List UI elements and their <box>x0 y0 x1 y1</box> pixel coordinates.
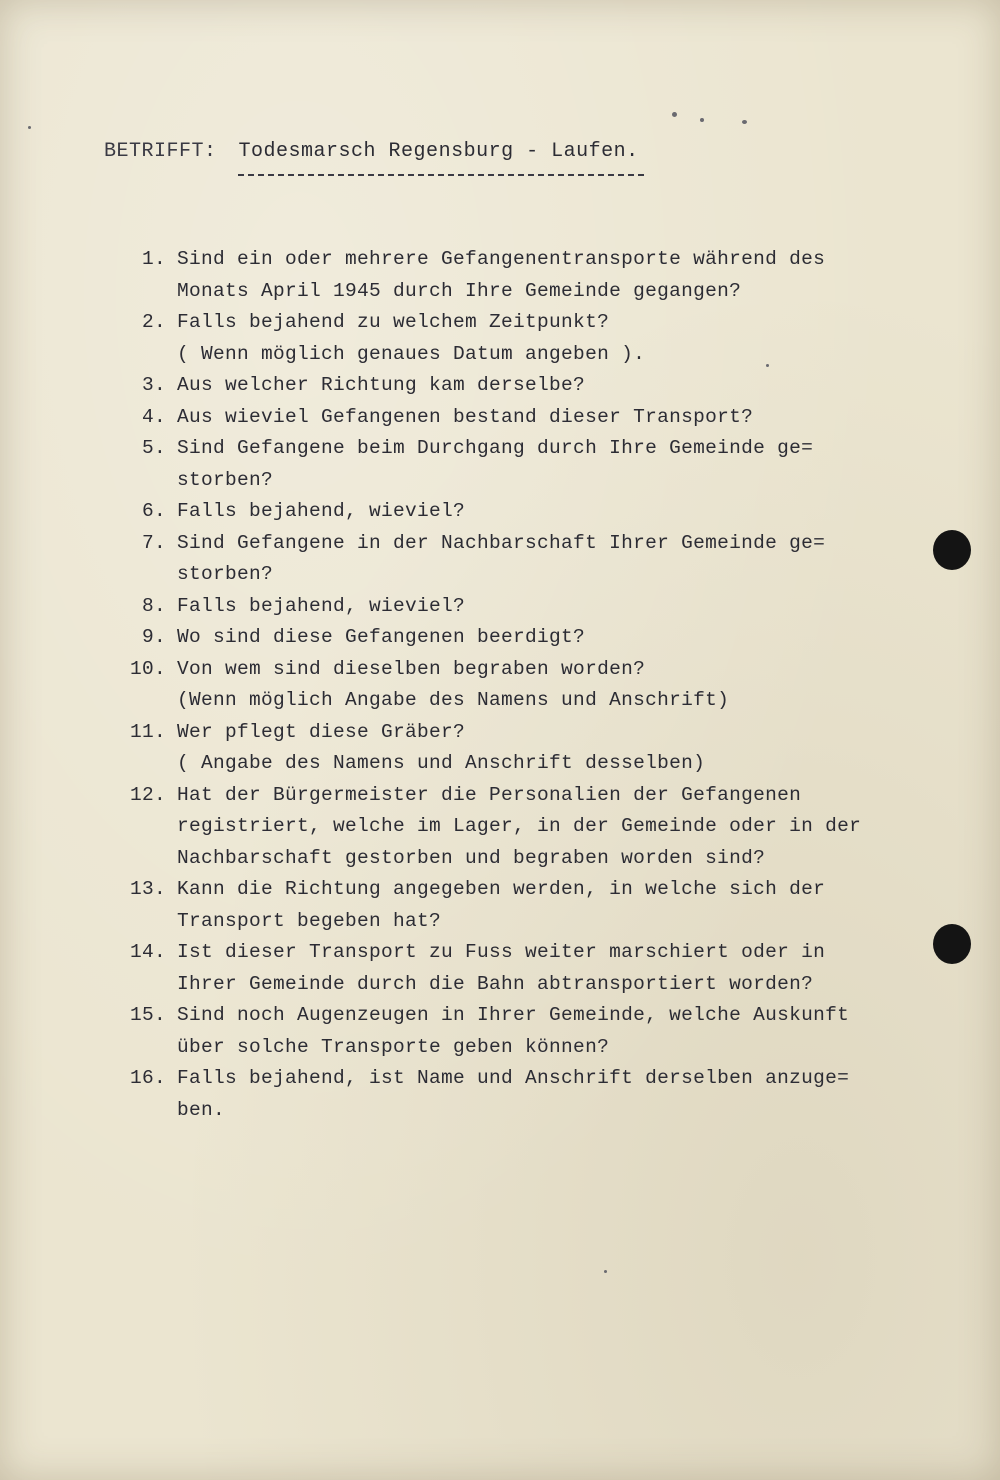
question-number: 5. <box>141 437 166 459</box>
paper-speck <box>742 120 747 124</box>
question-text-line: Falls bejahend zu welchem Zeitpunkt? <box>177 311 610 333</box>
question-text-line: Wo sind diese Gefangenen beerdigt? <box>177 626 586 648</box>
question-text-line: (Wenn möglich Angabe des Namens und Anschrift) <box>177 689 730 711</box>
question-text-line: ( Angabe des Namens und Anschrift desselben) <box>177 752 706 774</box>
question-text-line: Aus welcher Richtung kam derselbe? <box>177 374 586 396</box>
subject-label: BETRIFFT: <box>104 140 217 163</box>
question-item <box>120 1063 910 1126</box>
question-text-line: Aus wieviel Gefangenen bestand dieser Transport? <box>177 405 754 428</box>
question-number: 2. <box>141 311 166 333</box>
question-item <box>120 780 910 875</box>
question-item <box>120 496 910 528</box>
question-number: 12. <box>129 783 166 806</box>
question-list <box>120 244 910 1126</box>
question-text-line: Monats April 1945 durch Ihre Gemeinde gegangen? <box>177 279 742 302</box>
question-number: 4. <box>141 405 166 428</box>
question-number: 6. <box>141 500 166 522</box>
question-number: 10. <box>129 657 166 680</box>
question-text-line: Ist dieser Transport zu Fuss weiter marschiert oder in <box>177 941 826 963</box>
question-text-line: storben? <box>177 563 274 585</box>
question-text-line: Wer pflegt diese Gräber? <box>177 720 466 743</box>
punch-hole <box>933 530 971 570</box>
question-number: 3. <box>141 374 166 396</box>
subject-title: Todesmarsch Regensburg - Laufen. <box>238 140 639 163</box>
question-item <box>120 591 910 623</box>
question-item <box>120 433 910 496</box>
question-item <box>120 528 910 591</box>
question-text-line: ( Wenn möglich genaues Datum angeben ). <box>177 342 646 365</box>
question-item <box>120 370 910 402</box>
subject-underline <box>238 174 644 176</box>
question-number: 7. <box>141 531 166 554</box>
punch-hole <box>933 924 971 964</box>
paper-speck <box>28 126 31 129</box>
question-number: 16. <box>129 1067 166 1089</box>
question-text-line: über solche Transporte geben können? <box>177 1035 610 1058</box>
question-item <box>120 937 910 1000</box>
question-item <box>120 717 910 780</box>
question-item <box>120 307 910 370</box>
question-text-line: Nachbarschaft gestorben und begraben worden sind? <box>177 846 766 869</box>
question-text-line: Transport begeben hat? <box>177 909 442 932</box>
subject-line <box>104 140 639 163</box>
question-number: 9. <box>141 626 166 648</box>
paper-speck <box>700 118 704 122</box>
question-number: 15. <box>129 1004 166 1026</box>
question-text-line: Kann die Richtung angegeben werden, in welche sich der <box>177 878 826 900</box>
question-number: 13. <box>129 878 166 900</box>
question-text-line: Sind Gefangene beim Durchgang durch Ihre Gemeinde ge= <box>177 437 814 459</box>
paper-speck <box>766 364 769 367</box>
question-item <box>120 402 910 434</box>
paper-speck <box>672 112 677 117</box>
question-item <box>120 244 910 307</box>
question-text-line: Falls bejahend, wieviel? <box>177 594 466 617</box>
question-text-line: ben. <box>177 1098 226 1121</box>
question-number: 8. <box>141 594 166 617</box>
question-number: 1. <box>141 248 166 270</box>
question-text-line: Sind noch Augenzeugen in Ihrer Gemeinde, welche Auskunft <box>177 1004 850 1026</box>
question-text-line: Falls bejahend, wieviel? <box>177 500 466 522</box>
question-item <box>120 874 910 937</box>
question-item <box>120 622 910 654</box>
paper-speck <box>604 1270 607 1273</box>
question-text-line: Falls bejahend, ist Name und Anschrift derselben anzuge= <box>177 1067 850 1089</box>
question-text-line: Sind ein oder mehrere Gefangenentransporte während des <box>177 248 826 270</box>
question-text-line: Sind Gefangene in der Nachbarschaft Ihrer Gemeinde ge= <box>177 531 826 554</box>
question-number: 11. <box>129 720 166 743</box>
question-item <box>120 1000 910 1063</box>
question-text-line: Ihrer Gemeinde durch die Bahn abtransportiert worden? <box>177 972 814 995</box>
question-text-line: registriert, welche im Lager, in der Gemeinde oder in der <box>177 815 862 837</box>
question-item <box>120 654 910 717</box>
question-text-line: Hat der Bürgermeister die Personalien der Gefangenen <box>177 783 802 806</box>
question-number: 14. <box>129 941 166 963</box>
question-text-line: storben? <box>177 468 274 491</box>
question-text-line: Von wem sind dieselben begraben worden? <box>177 657 646 680</box>
